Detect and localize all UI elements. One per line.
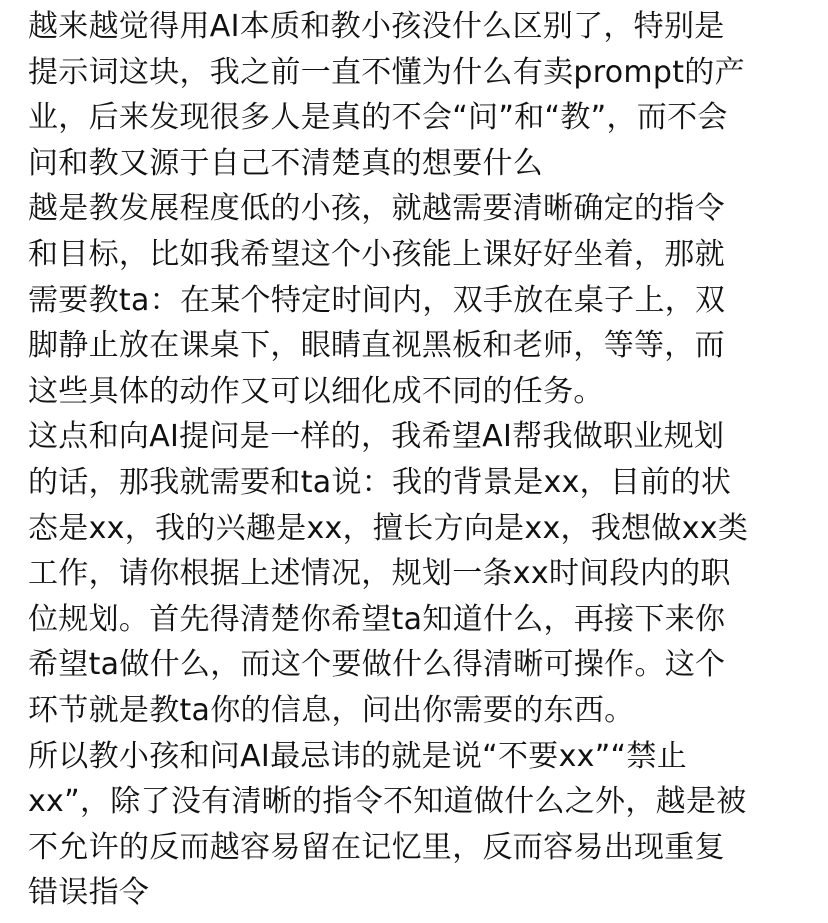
post-body [28,4,812,916]
text-line: 工作，请你根据上述情况，规划一条xx时间段内的职 [28,556,731,592]
text-line: 越是教发展程度低的小孩，就越需要清晰确定的指令 [28,191,725,227]
text-line: 位规划。首先得清楚你希望ta知道什么，再接下来你 [28,601,726,637]
text-line: 错误指令 [28,875,150,911]
text-line: 提示词这块，我之前一直不懂为什么有卖prompt的产 [28,54,745,90]
text-line: 业，后来发现很多人是真的不会“问”和“教”，而不会 [28,100,728,136]
text-line: 不允许的反而越容易留在记忆里，反而容易出现重复 [28,829,725,865]
text-line: 问和教又源于自己不清楚真的想要什么 [28,145,544,181]
text-line: 所以教小孩和问AI最忌讳的就是说“不要xx”“禁止 [28,738,688,774]
text-line: 需要教ta：在某个特定时间内，双手放在桌子上，双 [28,282,726,318]
text-line: 和目标，比如我希望这个小孩能上课好好坐着，那就 [28,236,725,272]
text-line: 这些具体的动作又可以细化成不同的任务。 [28,373,604,409]
text-line: 的话，那我就需要和ta说：我的背景是xx，目前的状 [28,464,732,500]
text-line: 越来越觉得用AI本质和教小孩没什么区别了，特别是 [28,9,725,44]
text-line: 脚静止放在课桌下，眼睛直视黑板和老师，等等，而 [28,328,725,364]
text-line: 环节就是教ta你的信息，问出你需要的东西。 [28,692,635,728]
text-line: 希望ta做什么，而这个要做什么得清晰可操作。这个 [28,647,726,683]
text-line: 这点和向AI提问是一样的，我希望AI帮我做职业规划 [28,419,725,455]
text-line: 态是xx，我的兴趣是xx，擅长方向是xx，我想做xx类 [28,510,749,546]
text-line: xx”，除了没有清晰的指令不知道做什么之外，越是被 [28,784,747,820]
